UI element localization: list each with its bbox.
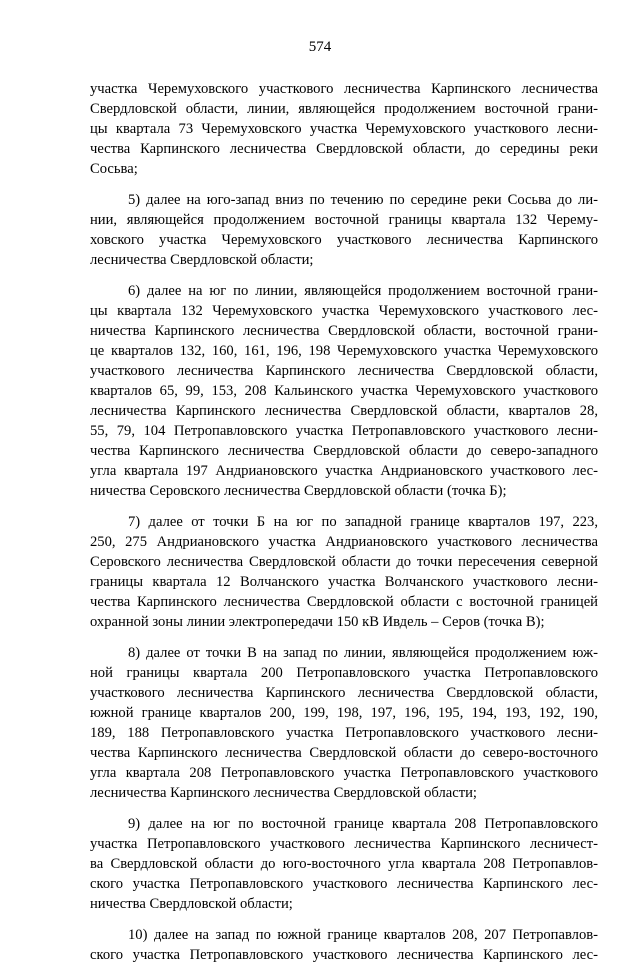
text-line: 10) далее на запад по южной границе кварталов 208, 207 Петропавлов- xyxy=(128,927,598,943)
text-line: ского участка Петропавловского участкового лесничества Карпинского лес- xyxy=(90,947,598,963)
text-line: лесничества Карпинского лесничества Свердловской области, кварталов 28, xyxy=(90,403,598,419)
text-line: Сосьва; xyxy=(90,161,138,177)
text-line: ва Свердловской области до юго-восточного угла квартала 208 Петропавлов- xyxy=(90,856,598,872)
document-body xyxy=(90,79,598,976)
paragraph xyxy=(90,281,598,501)
text-line: чества Карпинского лесничества Свердловской области до северо-восточного xyxy=(90,745,598,761)
text-line: 5) далее на юго-запад вниз по течению по середине реки Сосьва до ли- xyxy=(128,192,598,208)
paragraph xyxy=(90,814,598,914)
paragraph xyxy=(90,190,598,270)
text-line: ной границы квартала 200 Петропавловского участка Петропавловского xyxy=(90,665,598,681)
text-line: 7) далее от точки Б на юг по западной границе кварталов 197, 223, xyxy=(128,514,598,530)
text-line: чества Карпинского лесничества Свердловской области с восточной границей xyxy=(90,594,598,610)
text-line: 9) далее на юг по восточной границе квартала 208 Петропавловского xyxy=(128,816,598,832)
page-number: 574 xyxy=(308,39,332,55)
text-line: чества Карпинского лесничества Свердловской области до северо-западного xyxy=(90,443,598,459)
text-line: 6) далее на юг по линии, являющейся продолжением восточной грани- xyxy=(128,283,598,299)
text-line: це кварталов 132, 160, 161, 196, 198 Черемуховского участка Черемуховского xyxy=(90,343,598,359)
text-line: кварталов 65, 99, 153, 208 Кальинского участка Черемуховского участкового xyxy=(90,383,598,399)
text-line: угла квартала 208 Петропавловского участка Петропавловского участкового xyxy=(90,765,598,781)
text-line: южной границе кварталов 200, 199, 198, 197, 196, 195, 194, 193, 192, 190, xyxy=(90,705,598,721)
paragraph xyxy=(90,512,598,632)
text-line: цы квартала 132 Черемуховского участка Черемуховского участкового лес- xyxy=(90,303,598,319)
text-line: участкового лесничества Карпинского лесничества Свердловской области, xyxy=(90,685,598,701)
text-line: чества Карпинского лесничества Свердловской области, до середины реки xyxy=(90,141,598,157)
text-line: 250, 275 Андриановского участка Андриановского участкового лесничества xyxy=(90,534,598,550)
text-line: 189, 188 Петропавловского участка Петропавловского участкового лесни- xyxy=(90,725,598,741)
text-line: участкового лесничества Карпинского лесничества Свердловской области, xyxy=(90,363,598,379)
text-line: лесничества Карпинского лесничества Свердловской области; xyxy=(90,785,477,801)
text-line: ничества Карпинского лесничества Свердловской области, восточной грани- xyxy=(90,323,598,339)
text-line: ского участка Петропавловского участкового лесничества Карпинского лес- xyxy=(90,876,598,892)
text-line: участка Петропавловского участкового лесничества Карпинского лесничест- xyxy=(90,836,598,852)
text-line: ховского участка Черемуховского участкового лесничества Карпинского xyxy=(90,232,598,248)
text-line: участка Черемуховского участкового лесничества Карпинского лесничества xyxy=(90,81,598,97)
text-line: ничества Серовского лесничества Свердловской области (точка Б); xyxy=(90,483,507,499)
text-line: границы квартала 12 Волчанского участка Волчанского участкового лесни- xyxy=(90,574,598,590)
paragraph xyxy=(90,643,598,803)
text-line: 8) далее от точки В на запад по линии, являющейся продолжением юж- xyxy=(128,645,598,661)
text-line: охранной зоны линии электропередачи 150 кВ Ивдель – Серов (точка В); xyxy=(90,614,545,630)
text-line: Серовского лесничества Свердловской области до точки пересечения северной xyxy=(90,554,598,570)
text-line: ничества Свердловской области; xyxy=(90,896,293,912)
text-line: угла квартала 197 Андриановского участка Андриановского участкового лес- xyxy=(90,463,598,479)
text-line: цы квартала 73 Черемуховского участка Черемуховского участкового лесни- xyxy=(90,121,598,137)
paragraph xyxy=(90,925,598,965)
text-line: нии, являющейся продолжением восточной границы квартала 132 Черему- xyxy=(90,212,598,228)
paragraph xyxy=(90,79,598,179)
text-line: 55, 79, 104 Петропавловского участка Петропавловского участкового лесни- xyxy=(90,423,598,439)
text-line: лесничества Свердловской области; xyxy=(90,252,314,268)
text-line: Свердловской области, линии, являющейся продолжением восточной грани- xyxy=(90,101,598,117)
